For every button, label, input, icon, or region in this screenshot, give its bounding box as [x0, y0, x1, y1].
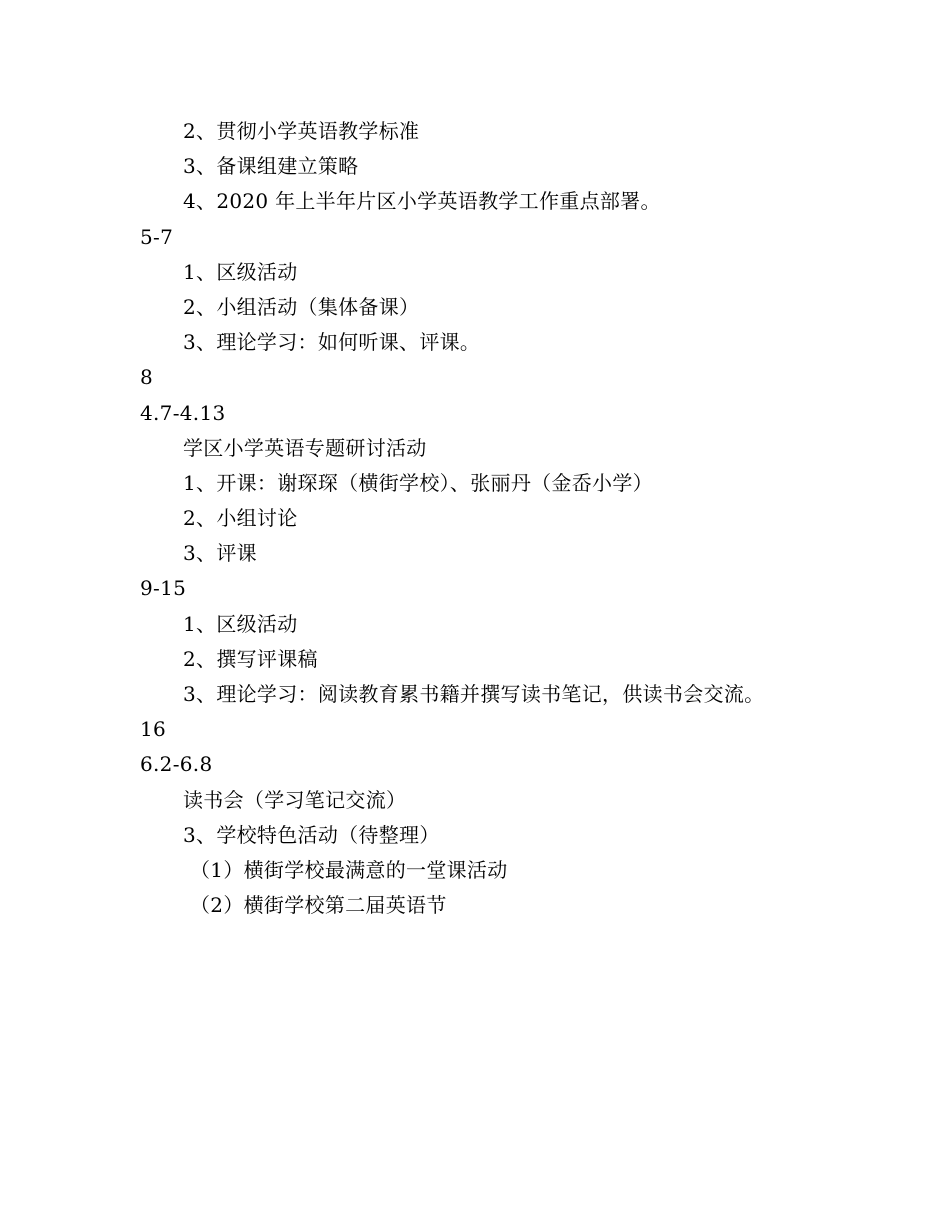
list-item: 1、区级活动: [183, 259, 298, 284]
list-item: 2、撰写评课稿: [183, 646, 318, 671]
list-item: 3、理论学习：如何听课、评课。: [183, 330, 481, 355]
list-item: 4、2020 年上半年片区小学英语教学工作重点部署。: [183, 189, 661, 214]
activity-title: 读书会（学习笔记交流）: [183, 787, 407, 812]
list-item: 3、学校特色活动（待整理）: [183, 822, 440, 847]
sub-list-item: （2）横街学校第二届英语节: [190, 893, 447, 918]
activity-title: 学区小学英语专题研讨活动: [183, 435, 427, 460]
document-body: [140, 114, 840, 923]
list-item: 2、贯彻小学英语教学标准: [183, 119, 420, 143]
list-item: 3、评课: [183, 541, 257, 566]
week-number: 9-15: [140, 576, 187, 601]
list-item: 1、开课：谢琛琛（横街学校）、张丽丹（金岙小学）: [183, 470, 653, 495]
list-item: 1、区级活动: [183, 611, 298, 636]
list-item: 3、备课组建立策略: [183, 154, 359, 179]
list-item: 3、理论学习：阅读教育累书籍并撰写读书笔记，供读书会交流。: [183, 682, 765, 706]
date-range: 4.7-4.13: [140, 400, 226, 425]
sub-list-item: （1）横街学校最满意的一堂课活动: [190, 857, 508, 882]
list-item: 2、小组活动（集体备课）: [183, 294, 420, 319]
list-item: 2、小组讨论: [183, 506, 298, 531]
date-range: 6.2-6.8: [140, 752, 213, 777]
week-number: 16: [140, 717, 167, 742]
week-number: 5-7: [140, 224, 174, 249]
week-number: 8: [140, 365, 154, 390]
